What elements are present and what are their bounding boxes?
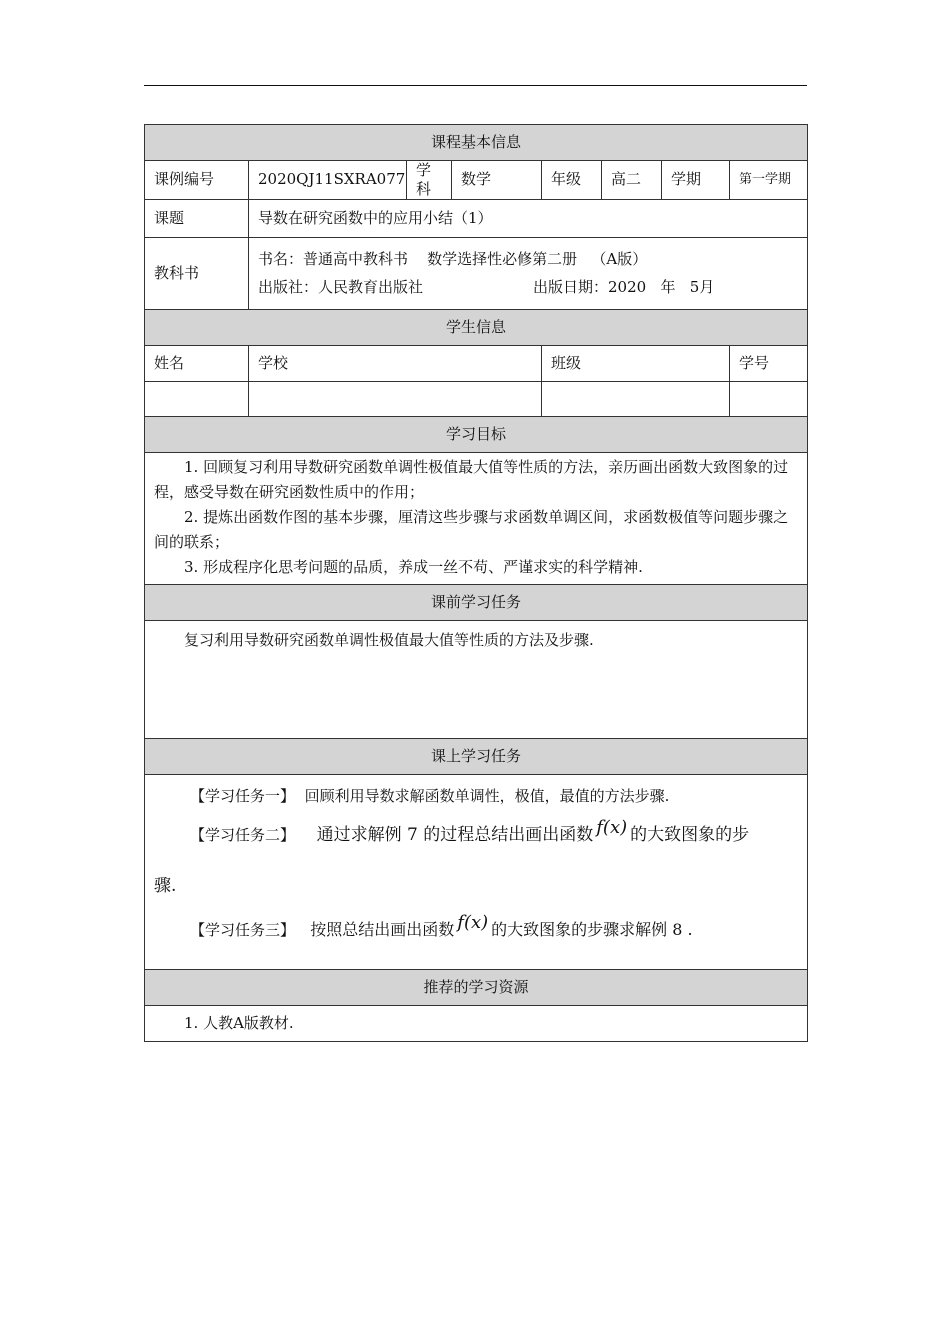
pre-task-text: 复习利用导数研究函数单调性极值最大值等性质的方法及步骤. — [184, 630, 594, 649]
section-course-info: 课程基本信息 — [145, 125, 808, 161]
task-three-text-a: 按照总结出画出函数 — [310, 919, 455, 939]
student-school-label: 学校 — [249, 345, 542, 381]
section-class-tasks: 课上学习任务 — [145, 738, 808, 774]
goal-item: 2. 提炼出函数作图的基本步骤，厘清这些步骤与求函数单调区间，求函数极值等问题步骤之间的联系； — [154, 507, 789, 551]
textbook-info — [249, 237, 808, 309]
grade-label: 年级 — [542, 161, 602, 200]
task-two-text-b: 的大致图象的步 — [630, 824, 750, 845]
subject-value: 数学 — [452, 161, 542, 200]
fx-formula: f(x) — [457, 911, 489, 933]
section-pre-tasks: 课前学习任务 — [145, 584, 808, 620]
goals-list — [145, 452, 808, 584]
grade-value: 高二 — [602, 161, 662, 200]
subject-label: 学科 — [407, 161, 452, 200]
task-three-tag: 【学习任务三】 — [190, 920, 296, 939]
fx-formula: f(x) — [596, 816, 628, 838]
term-value: 第一学期 — [730, 161, 808, 200]
course-table — [144, 124, 808, 1042]
task-two-text-a: 通过求解例 7 的过程总结出画出函数 — [316, 824, 594, 845]
goal-item: 1. 回顾复习利用导数研究函数单调性极值最大值等性质的方法，亲历画出函数大致图象的过程，感受导数在研究函数性质中的作用； — [154, 457, 789, 501]
student-id-label: 学号 — [730, 345, 808, 381]
student-class-label: 班级 — [542, 345, 730, 381]
student-school-field[interactable] — [249, 381, 542, 416]
task-three — [154, 911, 798, 945]
student-name-label: 姓名 — [145, 345, 249, 381]
section-goals: 学习目标 — [145, 416, 808, 452]
task-three-text-b: 的大致图象的步骤求解例 8 . — [491, 919, 693, 939]
task-two-continued: 骤. — [154, 875, 177, 896]
section-resources: 推荐的学习资源 — [145, 969, 808, 1005]
task-two — [154, 816, 798, 851]
textbook-label: 教科书 — [145, 237, 249, 309]
publisher-line: 出版社：人民教育出版社 — [258, 278, 424, 296]
term-label: 学期 — [662, 161, 730, 200]
pre-task-cell — [145, 620, 808, 738]
task-one — [154, 781, 798, 811]
book-name-line: 书名：普通高中教科书 数学选择性必修第二册 （A版） — [258, 250, 648, 268]
goal-item: 3. 形成程序化思考问题的品质，养成一丝不苟、严谨求实的科学精神. — [184, 557, 643, 576]
topic-value: 导数在研究函数中的应用小结（1） — [249, 199, 808, 237]
topic-label: 课题 — [145, 199, 249, 237]
publish-date-line: 出版日期：2020 年 5月 — [533, 278, 715, 296]
publisher-row — [258, 273, 798, 301]
student-name-field[interactable] — [145, 381, 249, 416]
task-one-tag: 【学习任务一】 — [190, 786, 296, 805]
resources-cell — [145, 1005, 808, 1041]
code-label: 课例编号 — [145, 161, 249, 200]
section-student-info: 学生信息 — [145, 309, 808, 345]
header-rule — [144, 85, 807, 86]
code-value: 2020QJ11SXRA077 — [249, 161, 407, 200]
student-class-field[interactable] — [542, 381, 730, 416]
task-two-tag: 【学习任务二】 — [190, 825, 296, 844]
class-tasks-cell — [145, 774, 808, 969]
resource-item: 1. 人教A版教材. — [184, 1013, 294, 1032]
task-one-text: 回顾利用导数求解函数单调性，极值，最值的方法步骤. — [304, 786, 670, 805]
student-id-field[interactable] — [730, 381, 808, 416]
